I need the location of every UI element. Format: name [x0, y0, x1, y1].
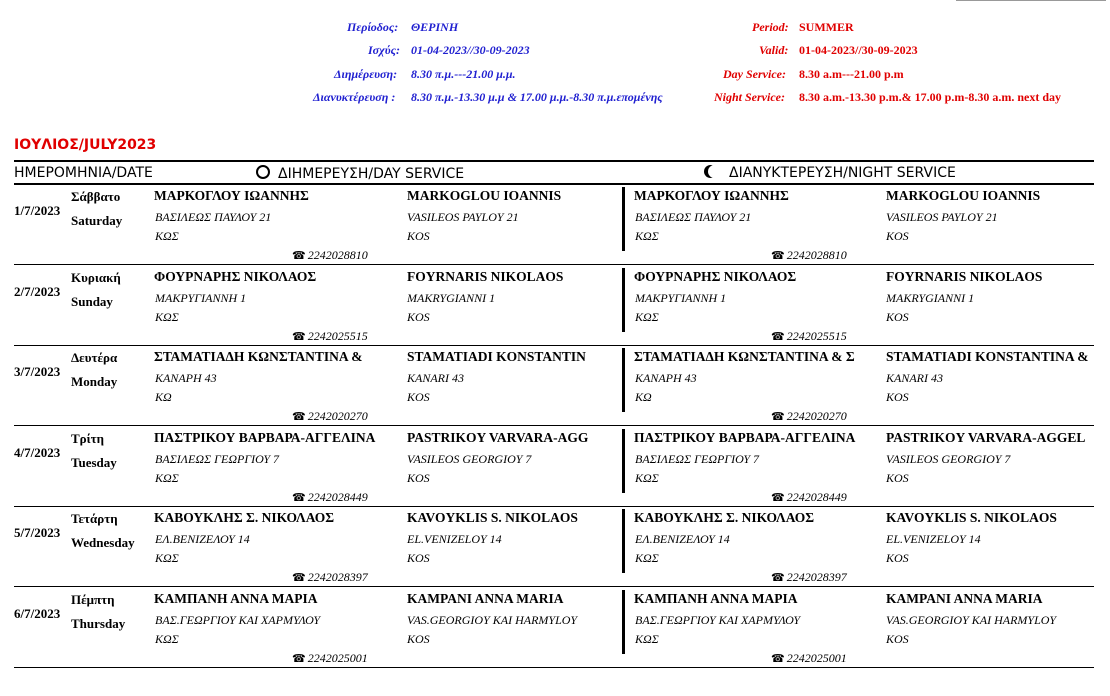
- phone-icon: ☎: [771, 250, 785, 262]
- day-pharmacy-address-gr: ΚΑΝΑΡΗ 43: [155, 371, 217, 385]
- day-pharmacy-city-gr: ΚΩΣ: [155, 471, 179, 485]
- row-date: 6/7/2023: [14, 606, 61, 621]
- night-pharmacy-address-en: EL.VENIZELOY 14: [886, 532, 981, 546]
- row-weekday-en: Thursday: [71, 616, 126, 631]
- day-pharmacy-name-en: KAVOYKLIS S. NIKOLAOS: [407, 510, 578, 525]
- day-pharmacy-city-en: KOS: [407, 471, 430, 485]
- column-header-day-service: ΔΙΗΜΕΡΕΥΣΗ/DAY SERVICE: [256, 165, 464, 182]
- schedule-row: [14, 427, 1094, 507]
- night-pharmacy-city-en: KOS: [886, 632, 909, 646]
- night-pharmacy-address-en: KANARI 43: [886, 371, 943, 385]
- night-pharmacy-address-en: VASILEOS GEORGIOY 7: [886, 452, 1011, 466]
- day-pharmacy-name-gr: ΦΟΥΡΝΑΡΗΣ ΝΙΚΟΛΑΟΣ: [154, 269, 317, 284]
- day-service-value-en: 8.30 a.m---21.00 p.m: [799, 67, 904, 81]
- night-pharmacy-name-en: FOYRNARIS NIKOLAOS: [886, 269, 1043, 284]
- night-service-value-en: 8.30 a.m.-13.30 p.m.& 17.00 p.m-8.30 a.m. next day: [799, 90, 1061, 104]
- day-pharmacy-name-gr: ΣΤΑΜΑΤΙΑΔΗ ΚΩΝΣΤΑΝΤΙΝΑ &: [154, 349, 363, 364]
- night-service-label-en: Night Service:: [714, 90, 785, 104]
- night-pharmacy-address-gr: ΚΑΝΑΡΗ 43: [635, 371, 697, 385]
- column-divider: [622, 590, 625, 654]
- column-divider: [622, 268, 625, 332]
- valid-value-en: 01-04-2023//30-09-2023: [799, 43, 918, 57]
- night-pharmacy-phone: ☎ 2242028449: [771, 490, 847, 504]
- night-pharmacy-address-en: VASILEOS PAYLOY 21: [886, 210, 998, 224]
- column-divider: [622, 187, 625, 251]
- day-pharmacy-phone: ☎ 2242025001: [292, 651, 368, 665]
- day-service-value-gr: 8.30 π.μ.---21.00 μ.μ.: [411, 67, 516, 81]
- row-weekday-gr: Τρίτη: [71, 431, 105, 446]
- day-pharmacy-name-gr: ΠΑΣΤΡΙΚΟΥ ΒΑΡΒΑΡΑ-ΑΓΓΕΛΙΝΑ: [154, 430, 376, 445]
- night-pharmacy-address-gr: ΜΑΚΡΥΓΙΑΝΝΗ 1: [635, 291, 727, 305]
- day-pharmacy-address-en: KANARI 43: [407, 371, 464, 385]
- phone-icon: ☎: [771, 572, 785, 584]
- night-pharmacy-name-gr: ΦΟΥΡΝΑΡΗΣ ΝΙΚΟΛΑΟΣ: [634, 269, 797, 284]
- row-weekday-en: Monday: [71, 374, 118, 389]
- row-separator: [14, 667, 1094, 668]
- day-pharmacy-phone: ☎ 2242025515: [292, 329, 368, 343]
- day-pharmacy-phone: ☎ 2242028397: [292, 570, 368, 584]
- day-pharmacy-address-en: EL.VENIZELOY 14: [407, 532, 502, 546]
- day-pharmacy-city-gr: ΚΩΣ: [155, 310, 179, 324]
- night-pharmacy-city-gr: ΚΩΣ: [635, 310, 659, 324]
- night-pharmacy-name-en: PASTRIKOY VARVARA-AGGEL: [886, 430, 1086, 445]
- row-date: 5/7/2023: [14, 525, 61, 540]
- header-rule-top: [14, 160, 1094, 162]
- day-pharmacy-name-en: KAMPANI ANNA MARIA: [407, 591, 564, 606]
- schedule-row: [14, 266, 1094, 346]
- night-pharmacy-name-gr: ΚΑΜΠΑΝΗ ΑΝΝΑ ΜΑΡΙΑ: [634, 591, 798, 606]
- day-pharmacy-address-gr: ΕΛ.ΒΕΝΙΖΕΛΟΥ 14: [155, 532, 250, 546]
- row-weekday-en: Saturday: [71, 213, 123, 228]
- night-pharmacy-name-en: MARKOGLOU IOANNIS: [886, 188, 1041, 203]
- phone-icon: ☎: [292, 653, 306, 665]
- day-pharmacy-city-en: KOS: [407, 390, 430, 404]
- schedule-row: [14, 185, 1094, 265]
- night-pharmacy-phone: ☎ 2242020270: [771, 409, 847, 423]
- night-pharmacy-name-en: KAVOYKLIS S. NIKOLAOS: [886, 510, 1057, 525]
- day-pharmacy-city-en: KOS: [407, 551, 430, 565]
- night-pharmacy-phone: ☎ 2242025515: [771, 329, 847, 343]
- day-pharmacy-name-gr: ΜΑΡΚΟΓΛΟΥ ΙΩΑΝΝΗΣ: [154, 188, 309, 203]
- day-pharmacy-address-en: MAKRYGIANNI 1: [407, 291, 496, 305]
- phone-icon: ☎: [771, 411, 785, 423]
- row-date: 4/7/2023: [14, 445, 61, 460]
- row-weekday-gr: Πέμπτη: [71, 592, 115, 607]
- day-pharmacy-phone: ☎ 2242020270: [292, 409, 368, 423]
- night-pharmacy-name-en: STAMATIADI KONSTANTINA &: [886, 349, 1089, 364]
- night-pharmacy-phone: ☎ 2242028397: [771, 570, 847, 584]
- night-pharmacy-address-gr: ΒΑΣΙΛΕΩΣ ΓΕΩΡΓΙΟΥ 7: [635, 452, 760, 466]
- schedule-row: [14, 588, 1094, 668]
- night-service-label-gr: Διανυκτέρευση :: [313, 90, 396, 104]
- phone-icon: ☎: [292, 492, 306, 504]
- night-pharmacy-phone: ☎ 2242025001: [771, 651, 847, 665]
- column-divider: [622, 509, 625, 573]
- phone-icon: ☎: [292, 572, 306, 584]
- row-weekday-gr: Κυριακή: [71, 270, 121, 285]
- day-pharmacy-city-gr: ΚΩ: [155, 390, 172, 404]
- day-pharmacy-address-en: VASILEOS GEORGIOY 7: [407, 452, 532, 466]
- column-header-date: ΗΜΕΡΟΜΗΝΙΑ/DATE: [14, 165, 153, 181]
- day-pharmacy-name-en: STAMATIADI KONSTANTIN: [407, 349, 586, 364]
- row-separator: [14, 425, 1094, 426]
- night-pharmacy-city-en: KOS: [886, 551, 909, 565]
- valid-label-en: Valid:: [759, 43, 789, 57]
- month-title: ΙΟΥΛΙΟΣ/JULY2023: [14, 137, 157, 153]
- day-pharmacy-address-gr: ΒΑΣΙΛΕΩΣ ΓΕΩΡΓΙΟΥ 7: [155, 452, 280, 466]
- day-pharmacy-name-gr: ΚΑΒΟΥΚΛΗΣ Σ. ΝΙΚΟΛΑΟΣ: [154, 510, 335, 525]
- day-pharmacy-city-en: KOS: [407, 632, 430, 646]
- night-pharmacy-name-en: KAMPANI ANNA MARIA: [886, 591, 1043, 606]
- night-pharmacy-name-gr: ΠΑΣΤΡΙΚΟΥ ΒΑΡΒΑΡΑ-ΑΓΓΕΛΙΝΑ: [634, 430, 856, 445]
- day-pharmacy-name-en: PASTRIKOY VARVARA-AGG: [407, 430, 589, 445]
- valid-value-gr: 01-04-2023//30-09-2023: [411, 43, 530, 57]
- row-date: 3/7/2023: [14, 364, 61, 379]
- day-pharmacy-address-en: VASILEOS PAYLOY 21: [407, 210, 519, 224]
- column-divider: [622, 429, 625, 493]
- night-pharmacy-name-gr: ΜΑΡΚΟΓΛΟΥ ΙΩΑΝΝΗΣ: [634, 188, 789, 203]
- row-weekday-gr: Δευτέρα: [71, 350, 118, 365]
- night-pharmacy-phone: ☎ 2242028810: [771, 248, 847, 262]
- night-pharmacy-city-en: KOS: [886, 471, 909, 485]
- day-service-label-gr: Διημέρευση:: [334, 67, 398, 81]
- row-date: 2/7/2023: [14, 284, 61, 299]
- period-label-en: Period:: [752, 20, 789, 34]
- row-separator: [14, 586, 1094, 587]
- phone-icon: ☎: [771, 492, 785, 504]
- sun-icon: [256, 165, 270, 179]
- schedule-row: [14, 346, 1094, 426]
- day-pharmacy-address-gr: ΜΑΚΡΥΓΙΑΝΝΗ 1: [155, 291, 247, 305]
- column-divider: [622, 348, 625, 412]
- day-pharmacy-name-gr: ΚΑΜΠΑΝΗ ΑΝΝΑ ΜΑΡΙΑ: [154, 591, 318, 606]
- row-separator: [14, 264, 1094, 265]
- night-pharmacy-name-gr: ΣΤΑΜΑΤΙΑΔΗ ΚΩΝΣΤΑΝΤΙΝΑ & Σ: [634, 349, 855, 364]
- period-value-gr: ΘΕΡΙΝΗ: [411, 20, 459, 34]
- phone-icon: ☎: [292, 411, 306, 423]
- night-pharmacy-address-en: VAS.GEORGIOY KAI HARMYLOY: [886, 613, 1057, 627]
- day-pharmacy-name-en: FOYRNARIS NIKOLAOS: [407, 269, 564, 284]
- phone-icon: ☎: [292, 250, 306, 262]
- phone-icon: ☎: [771, 331, 785, 343]
- day-pharmacy-address-gr: ΒΑΣΙΛΕΩΣ ΠΑΥΛΟΥ 21: [155, 210, 272, 224]
- night-pharmacy-address-en: MAKRYGIANNI 1: [886, 291, 975, 305]
- night-pharmacy-city-en: KOS: [886, 229, 909, 243]
- night-pharmacy-city-gr: ΚΩΣ: [635, 471, 659, 485]
- day-pharmacy-phone: ☎ 2242028449: [292, 490, 368, 504]
- night-pharmacy-address-gr: ΕΛ.ΒΕΝΙΖΕΛΟΥ 14: [635, 532, 730, 546]
- night-pharmacy-address-gr: ΒΑΣ.ΓΕΩΡΓΙΟΥ ΚΑΙ ΧΑΡΜΥΛΟΥ: [635, 613, 801, 627]
- row-weekday-en: Wednesday: [71, 535, 135, 550]
- day-pharmacy-name-en: MARKOGLOU IOANNIS: [407, 188, 562, 203]
- night-pharmacy-city-en: KOS: [886, 310, 909, 324]
- row-weekday-en: Tuesday: [71, 455, 117, 470]
- period-label-gr: Περίοδος:: [347, 20, 399, 34]
- day-pharmacy-city-en: KOS: [407, 229, 430, 243]
- night-pharmacy-name-gr: ΚΑΒΟΥΚΛΗΣ Σ. ΝΙΚΟΛΑΟΣ: [634, 510, 815, 525]
- day-pharmacy-address-gr: ΒΑΣ.ΓΕΩΡΓΙΟΥ ΚΑΙ ΧΑΡΜΥΛΟΥ: [155, 613, 321, 627]
- day-pharmacy-city-gr: ΚΩΣ: [155, 551, 179, 565]
- row-weekday-gr: Τετάρτη: [71, 511, 118, 526]
- period-value-en: SUMMER: [799, 20, 854, 34]
- moon-icon: [708, 165, 721, 178]
- top-edge-line: [956, 0, 1106, 3]
- column-header-night-service: ΔΙΑΝΥΚΤΕΡΕΥΣΗ/NIGHT SERVICE: [704, 165, 956, 181]
- day-pharmacy-city-gr: ΚΩΣ: [155, 229, 179, 243]
- night-pharmacy-city-en: KOS: [886, 390, 909, 404]
- night-service-value-gr: 8.30 π.μ.-13.30 μ.μ & 17.00 μ.μ.-8.30 π.μ.επομένης: [411, 90, 663, 104]
- day-pharmacy-address-en: VAS.GEORGIOY KAI HARMYLOY: [407, 613, 578, 627]
- phone-icon: ☎: [771, 653, 785, 665]
- phone-icon: ☎: [292, 331, 306, 343]
- row-weekday-en: Sunday: [71, 294, 113, 309]
- night-pharmacy-city-gr: ΚΩ: [635, 390, 652, 404]
- row-weekday-gr: Σάββατο: [71, 189, 121, 204]
- day-service-label-en: Day Service:: [723, 67, 786, 81]
- valid-label-gr: Ισχύς:: [368, 43, 400, 57]
- night-pharmacy-city-gr: ΚΩΣ: [635, 229, 659, 243]
- schedule-row: [14, 507, 1094, 587]
- night-pharmacy-city-gr: ΚΩΣ: [635, 551, 659, 565]
- day-pharmacy-city-en: KOS: [407, 310, 430, 324]
- night-pharmacy-city-gr: ΚΩΣ: [635, 632, 659, 646]
- night-pharmacy-address-gr: ΒΑΣΙΛΕΩΣ ΠΑΥΛΟΥ 21: [635, 210, 752, 224]
- row-date: 1/7/2023: [14, 203, 61, 218]
- day-pharmacy-phone: ☎ 2242028810: [292, 248, 368, 262]
- day-pharmacy-city-gr: ΚΩΣ: [155, 632, 179, 646]
